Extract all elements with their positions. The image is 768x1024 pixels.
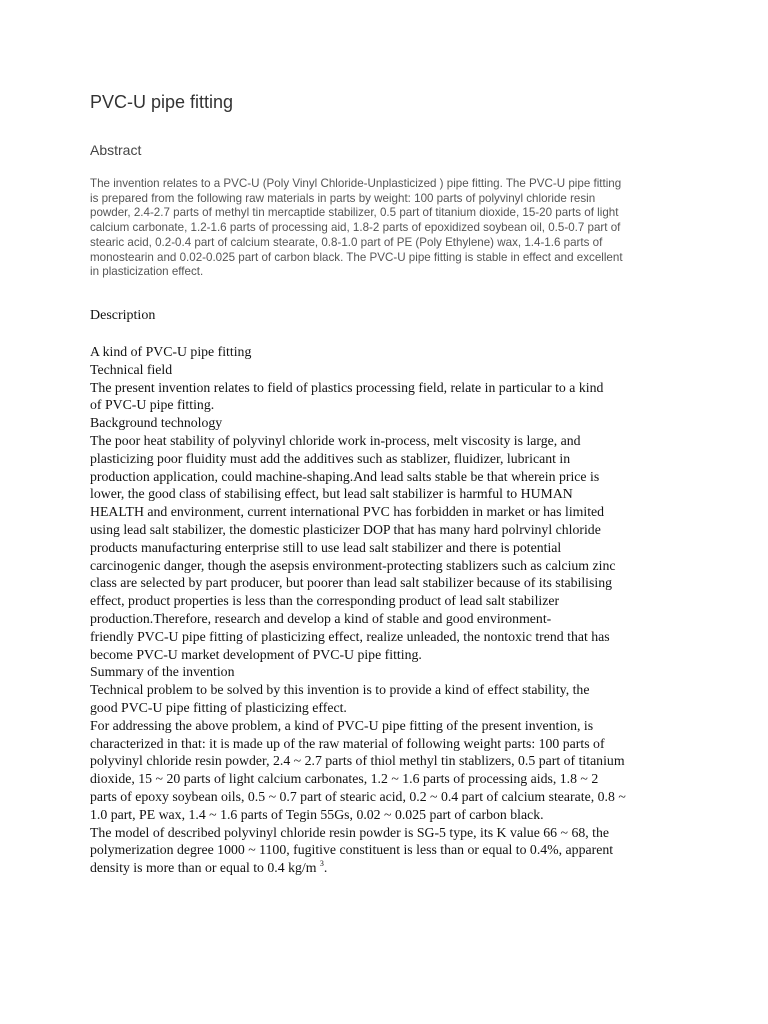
page-title: PVC-U pipe fitting (90, 92, 234, 112)
body-line: characterized in that: it is made up of the raw material of following weight parts: 100 parts of (90, 735, 605, 751)
body-line: Technical field (90, 361, 173, 377)
abstract-heading: Abstract (90, 142, 142, 158)
body-line: 1.0 part, PE wax, 1.4 ~ 1.6 parts of Tegin 55Gs, 0.02 ~ 0.025 part of carbon black. (90, 806, 544, 822)
body-line: polymerization degree 1000 ~ 1100, fugitive constituent is less than or equal to 0.4%, apparent (90, 842, 614, 858)
abstract-line: in plasticization effect. (90, 265, 204, 279)
body-line: The present invention relates to field of plastics processing field, relate in particular to a kind (90, 379, 604, 395)
body-line: For addressing the above problem, a kind of PVC-U pipe fitting of the present invention, is (90, 717, 594, 733)
body-line: lower, the good class of stabilising effect, but lead salt stabilizer is harmful to HUMAN (90, 486, 573, 502)
body-line: of PVC-U pipe fitting. (90, 397, 215, 413)
body-line: A kind of PVC-U pipe fitting (90, 344, 252, 359)
body-line: Background technology (90, 415, 223, 431)
description-body (90, 343, 690, 877)
body-line: plasticizing poor fluidity must add the additives such as stablizer, fluidizer, lubricant in (90, 450, 571, 466)
superscript: 3 (319, 858, 324, 868)
abstract-line: monostearin and 0.02-0.025 part of carbon black. The PVC-U pipe fitting is stable in effect and excellent (90, 250, 623, 264)
body-line: dioxide, 15 ~ 20 parts of light calcium carbonates, 1.2 ~ 1.6 parts of processing aids, 1.8 ~ 2 (90, 771, 599, 787)
abstract-line: stearic acid, 0.2-0.4 part of calcium stearate, 0.8-1.0 part of PE (Poly Ethylene) wax, 1.4-1.6 parts of (90, 235, 603, 249)
body-line: good PVC-U pipe fitting of plasticizing effect. (90, 699, 347, 715)
abstract-line: The invention relates to a PVC-U (Poly Vinyl Chloride-Unplasticized ) pipe fitting. The PVC-U pipe fitting (90, 177, 622, 190)
body-line: parts of epoxy soybean oils, 0.5 ~ 0.7 part of stearic acid, 0.2 ~ 0.4 part of calcium stearate, 0.8 ~ (90, 788, 626, 804)
body-line: production.Therefore, research and develop a kind of stable and good environment- (90, 610, 552, 626)
body-line-last (90, 859, 690, 877)
body-line: become PVC-U market development of PVC-U pipe fitting. (90, 646, 422, 662)
abstract-line: calcium carbonate, 1.2-1.6 parts of processing aid, 1.8-2 parts of epoxidized soybean oil, 0.5-0.7 part of (90, 221, 621, 235)
body-line: products manufacturing enterprise still to use lead salt stabilizer and there is potential (90, 539, 562, 555)
body-line: The poor heat stability of polyvinyl chloride work in-process, melt viscosity is large, and (90, 432, 581, 448)
body-line: HEALTH and environment, current international PVC has forbidden in market or has limited (90, 504, 605, 520)
body-line: Technical problem to be solved by this invention is to provide a kind of effect stability, the (90, 682, 590, 698)
abstract-line: powder, 2.4-2.7 parts of methyl tin mercaptide stabilizer, 0.5 part of titanium dioxide, 15-20 parts of light (90, 206, 619, 220)
last-line-text: density is more than or equal to 0.4 kg/m (90, 860, 317, 876)
body-line: using lead salt stabilizer, the domestic plasticizer DOP that has many hard polrvinyl chloride (90, 521, 601, 537)
body-line: class are selected by part producer, but poorer than lead salt stabilizer because of its stabilising (90, 575, 613, 591)
description-heading: Description (90, 308, 156, 323)
body-line: The model of described polyvinyl chloride resin powder is SG-5 type, its K value 66 ~ 68, the (90, 824, 609, 840)
body-line: Summary of the invention (90, 664, 235, 680)
body-line: carcinogenic danger, though the asepsis environment-protecting stablizers such as calcium zinc (90, 557, 616, 573)
body-line: production application, could machine-shaping.And lead salts stable be that wherein price is (90, 468, 600, 484)
body-line: polyvinyl chloride resin powder, 2.4 ~ 2.7 parts of thiol methyl tin stablizers, 0.5 part of titanium (90, 753, 625, 769)
last-line-end: . (323, 860, 328, 876)
body-line: friendly PVC-U pipe fitting of plasticizing effect, realize unleaded, the nontoxic trend that has (90, 628, 610, 644)
body-line: effect, product properties is less than the corresponding product of lead salt stabilizer (90, 593, 560, 609)
abstract-text (90, 177, 690, 280)
abstract-line: is prepared from the following raw materials in parts by weight: 100 parts of polyvinyl chloride resin (90, 191, 596, 205)
